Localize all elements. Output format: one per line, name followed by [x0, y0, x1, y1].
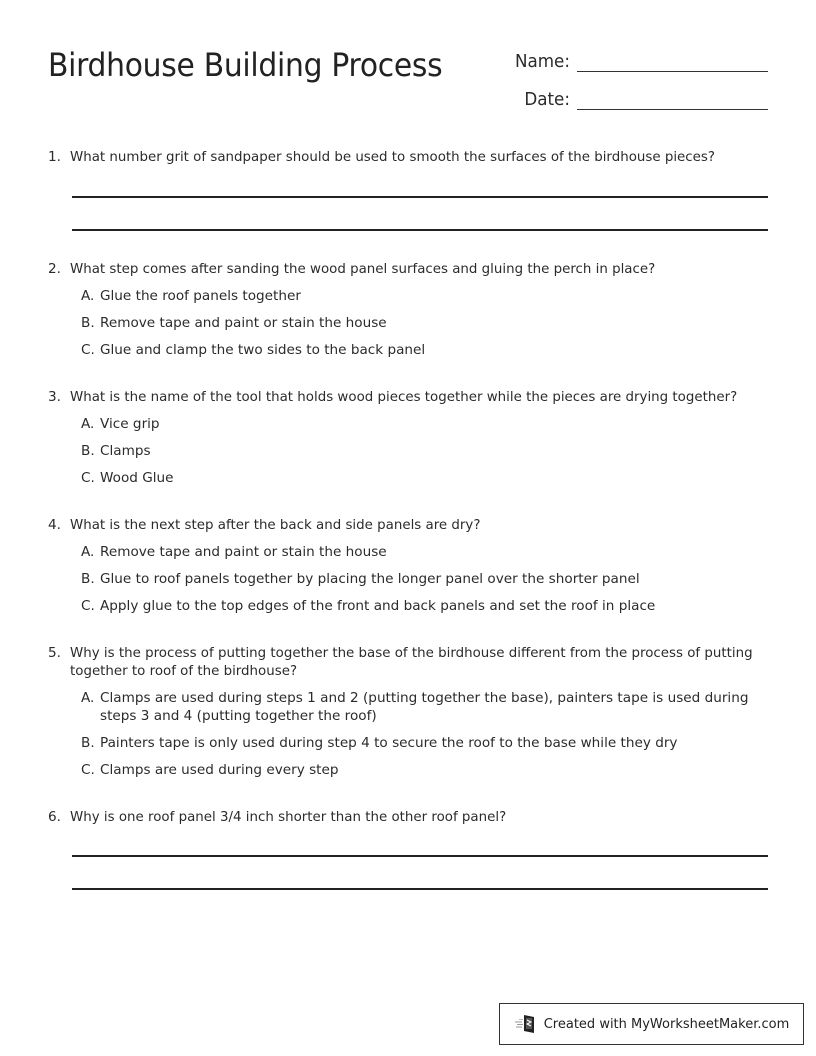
footer-text: Created with MyWorksheetMaker.com: [543, 1016, 790, 1032]
choice-list: [81, 543, 770, 615]
choice-c[interactable]: [81, 761, 770, 779]
choice-text: Clamps are used during steps 1 and 2 (putting together the base), painters tape is used during steps 3 and 4 (putting together the roof): [100, 690, 749, 724]
question-number: 6.: [48, 809, 61, 825]
choice-text: Remove tape and paint or stain the house: [100, 544, 387, 560]
choice-text: Glue to roof panels together by placing the longer panel over the shorter panel: [100, 571, 640, 587]
choice-c[interactable]: [81, 469, 770, 487]
choice-letter: C.: [81, 470, 95, 486]
question-2: [48, 260, 770, 368]
choice-text: Painters tape is only used during step 4 to secure the roof to the base while they dry: [100, 735, 678, 751]
choice-letter: A.: [81, 544, 95, 560]
choice-text: Glue the roof panels together: [100, 288, 301, 304]
choice-letter: B.: [81, 735, 95, 751]
answer-line[interactable]: [72, 855, 768, 857]
question-text: What is the name of the tool that holds wood pieces together while the pieces are drying together?: [70, 389, 738, 405]
question-5: [48, 644, 770, 788]
name-field[interactable]: [490, 51, 768, 72]
question-number: 4.: [48, 517, 61, 533]
question-3: [48, 388, 770, 496]
choice-letter: C.: [81, 342, 95, 358]
date-field[interactable]: [490, 89, 768, 110]
choice-letter: C.: [81, 762, 95, 778]
question-text: Why is the process of putting together the base of the birdhouse different from the process of putting together to roof of the birdhouse?: [70, 645, 753, 679]
answer-line[interactable]: [72, 888, 768, 890]
question-text: Why is one roof panel 3/4 inch shorter than the other roof panel?: [70, 809, 507, 825]
question-text: What step comes after sanding the wood panel surfaces and gluing the perch in place?: [70, 261, 656, 277]
choice-a[interactable]: [81, 689, 770, 725]
question-text: What number grit of sandpaper should be used to smooth the surfaces of the birdhouse pieces?: [70, 149, 715, 165]
footer-credit[interactable]: [499, 1003, 804, 1045]
choice-a[interactable]: [81, 415, 770, 433]
choice-letter: C.: [81, 598, 95, 614]
worksheet-maker-logo-icon: [514, 1014, 538, 1034]
name-input-line[interactable]: [577, 70, 768, 72]
choice-list: [81, 689, 770, 779]
question-number: 5.: [48, 645, 61, 661]
choice-text: Glue and clamp the two sides to the back panel: [100, 342, 426, 358]
question-number: 3.: [48, 389, 61, 405]
choice-c[interactable]: [81, 597, 770, 615]
question-1: [48, 148, 770, 166]
choice-b[interactable]: [81, 442, 770, 460]
choice-list: [81, 415, 770, 487]
choice-text: Wood Glue: [100, 470, 174, 486]
choice-list: [81, 287, 770, 359]
question-number: 2.: [48, 261, 61, 277]
choice-b[interactable]: [81, 734, 770, 752]
date-input-line[interactable]: [577, 108, 768, 110]
choice-letter: B.: [81, 443, 95, 459]
worksheet-title: Birdhouse Building Process: [48, 46, 443, 84]
choice-letter: A.: [81, 690, 95, 706]
choice-text: Clamps: [100, 443, 151, 459]
question-6: [48, 808, 770, 826]
date-label: Date:: [524, 89, 570, 110]
choice-letter: B.: [81, 315, 95, 331]
choice-text: Clamps are used during every step: [100, 762, 339, 778]
answer-line[interactable]: [72, 229, 768, 231]
choice-a[interactable]: [81, 287, 770, 305]
question-number: 1.: [48, 149, 61, 165]
choice-letter: B.: [81, 571, 95, 587]
choice-text: Remove tape and paint or stain the house: [100, 315, 387, 331]
name-label: Name:: [514, 51, 570, 72]
choice-text: Vice grip: [100, 416, 160, 432]
choice-b[interactable]: [81, 314, 770, 332]
choice-text: Apply glue to the top edges of the front and back panels and set the roof in place: [100, 598, 656, 614]
question-text: What is the next step after the back and side panels are dry?: [70, 517, 481, 533]
choice-letter: A.: [81, 288, 95, 304]
choice-letter: A.: [81, 416, 95, 432]
choice-b[interactable]: [81, 570, 770, 588]
choice-c[interactable]: [81, 341, 770, 359]
choice-a[interactable]: [81, 543, 770, 561]
answer-line[interactable]: [72, 196, 768, 198]
question-4: [48, 516, 770, 624]
